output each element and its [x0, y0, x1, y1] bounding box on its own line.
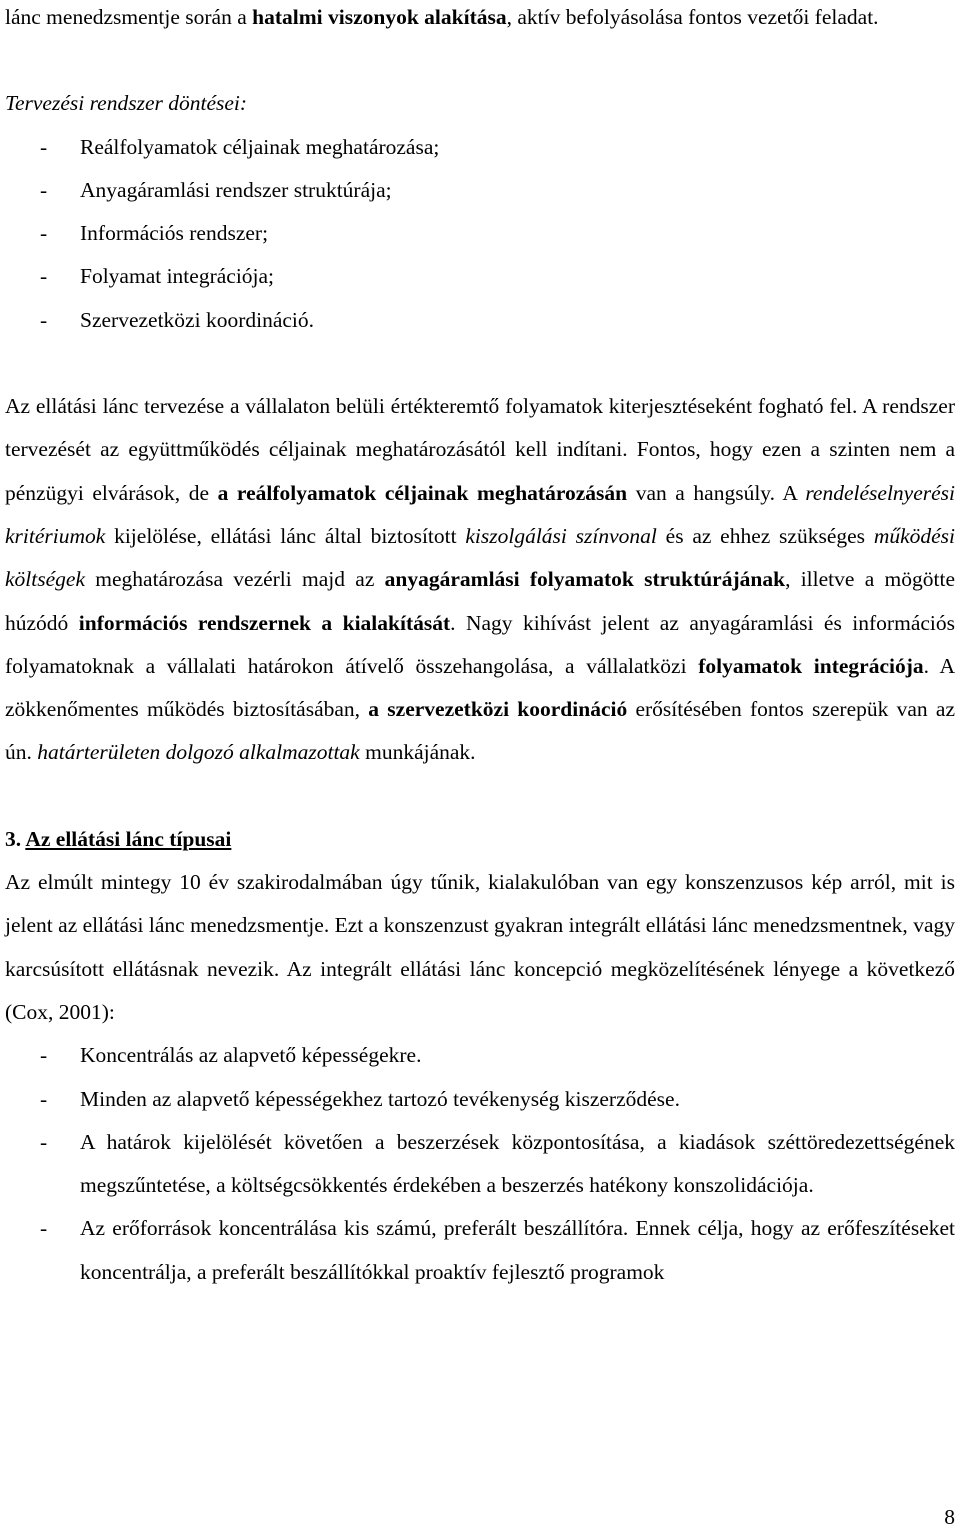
- intro-bold-1: hatalmi viszonyok alakítása: [252, 5, 507, 29]
- list-item: [5, 1207, 955, 1294]
- design-italic-3: működési költségek: [5, 523, 956, 592]
- intro-text-1: lánc menedzsmentje során a: [5, 5, 253, 29]
- design-text-8: . A zökkenőmentes működés biztosításában,: [5, 653, 955, 722]
- list-item-text: Az erőforrások koncentrálása kis számú, preferált beszállítóra. Ennek célja, hogy az erőfeszítéseket koncentrálja, a preferált beszállítókkal proaktív fejlesztő programok: [80, 1216, 955, 1284]
- list-item: [5, 212, 955, 255]
- design-text-6: , illetve a mögötte húzódó: [5, 567, 955, 635]
- list-dash: -: [40, 1043, 48, 1068]
- design-text-9: erősítésében fontos szerepük van az ún.: [5, 697, 956, 765]
- section-title: Az ellátási lánc típusai: [25, 826, 232, 851]
- list-item: [5, 299, 955, 342]
- list-item-text: Minden az alapvető képességekhez tartozó tevékenység kiszerződése.: [80, 1086, 680, 1111]
- list-dash: -: [40, 1216, 48, 1241]
- design-paragraph: [5, 385, 955, 775]
- design-text-3: kijelölése, ellátási lánc által biztosított: [105, 523, 466, 548]
- list-dash: -: [40, 134, 48, 159]
- list-item-text: Anyagáramlási rendszer struktúrája;: [80, 177, 392, 202]
- page-number: 8: [944, 1505, 955, 1529]
- list-item: [5, 169, 955, 212]
- list-item-text: Szervezetközi koordináció.: [80, 307, 315, 332]
- list-dash: -: [40, 177, 48, 202]
- design-italic-4: határterületen dolgozó alkalmazottak: [37, 740, 360, 765]
- design-text-1: Az ellátási lánc tervezése a vállalaton belüli értékteremtő folyamatok kiterjesztéseként fogható fel. A rendszer tervezését az együttműködés céljainak meghatározásától kell indítani. Fontos, hogy ezen a szinten nem a pénzügyi elvárások, de: [5, 394, 955, 505]
- design-italic-1: rendeléselnyerési kritériumok: [5, 480, 955, 548]
- design-bold-1: a reálfolyamatok céljainak meghatározásán: [217, 480, 628, 505]
- design-decisions-heading: Tervezési rendszer döntései:: [5, 91, 248, 116]
- list-item: [5, 1121, 955, 1208]
- list-dash: -: [40, 1129, 48, 1154]
- list-item-text: Információs rendszer;: [80, 221, 269, 246]
- design-bold-3: információs rendszernek a kialakítását: [78, 610, 451, 635]
- design-bold-4: folyamatok integrációja: [698, 653, 924, 678]
- list-item: [5, 126, 955, 169]
- list-dash: -: [40, 264, 48, 289]
- list-item-text: Koncentrálás az alapvető képességekre.: [80, 1043, 422, 1068]
- design-bold-5: a szervezetközi koordináció: [368, 697, 628, 722]
- list-dash: -: [40, 1086, 48, 1111]
- list-item-text: Reálfolyamatok céljainak meghatározása;: [80, 134, 440, 159]
- list-item: [5, 1034, 955, 1077]
- document-page: [5, 0, 955, 1294]
- list-item-text: Folyamat integrációja;: [80, 264, 275, 289]
- intro-paragraph: [5, 0, 955, 39]
- section-number: 3.: [5, 826, 22, 851]
- design-text-5: meghatározása vezérli majd az: [85, 567, 385, 592]
- design-italic-2: kiszolgálási színvonal: [465, 523, 657, 548]
- list-item: [5, 1078, 955, 1121]
- list-dash: -: [40, 221, 48, 246]
- design-text-7: . Nagy kihívást jelent az anyagáramlási és információs folyamatoknak a vállalati határokon átívelő összehangolása, a vállalatközi: [5, 610, 955, 678]
- design-text-2: van a hangsúly. A: [627, 480, 806, 505]
- list-item-text: A határok kijelölését követően a beszerzések központosítása, a kiadások széttöredezettségének megszűntetése, a költségcsökkentés érdekében a beszerzés hatékony konszolidációja.: [80, 1129, 955, 1198]
- design-text-10: munkájának.: [359, 740, 476, 765]
- section-list: [5, 1034, 955, 1294]
- design-decisions-list: [5, 126, 955, 342]
- intro-text-2: , aktív befolyásolása fontos vezetői feladat.: [506, 5, 879, 29]
- list-item: [5, 255, 955, 298]
- section-heading: [5, 818, 955, 861]
- design-text-4: és az ehhez szükséges: [656, 523, 874, 548]
- design-bold-2: anyagáramlási folyamatok struktúrájának: [384, 567, 786, 592]
- section-paragraph: Az elmúlt mintegy 10 év szakirodalmában úgy tűnik, kialakulóban van egy konszenzusos kép arról, mit is jelent az ellátási lánc menedzsmentje. Ezt a konszenzust gyakran integrált ellátási lánc menedzsmentnek, vagy karcsúsított ellátásnak nevezik. Az integrált ellátási lánc koncepció megközelítésének lényege a következő (Cox, 2001):: [5, 870, 955, 1024]
- list-dash: -: [40, 307, 48, 332]
